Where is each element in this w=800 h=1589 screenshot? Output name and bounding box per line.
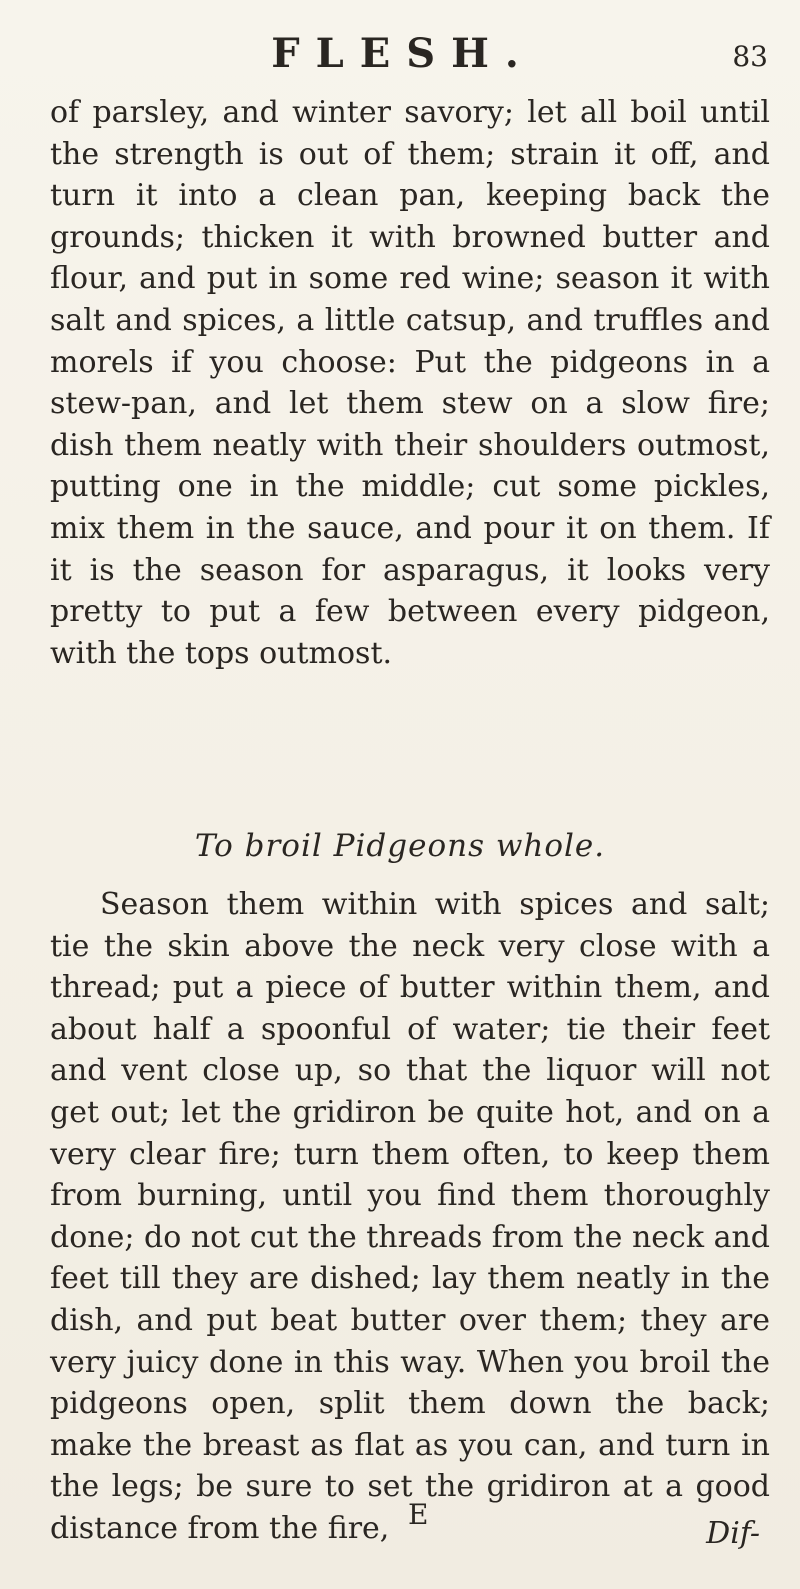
page-number: 83 xyxy=(732,40,768,73)
recipe-title: To broil Pidgeons whole. xyxy=(194,828,606,864)
signature-mark: E xyxy=(408,1498,429,1531)
recipe-paragraph: Season them within with spices and salt; tie the skin above the neck very close with a thread; put a piece of butter within them, and about half a spoonful of water; tie their feet and vent close up, so that the liquor will not get out; let the gridiron be quite hot, and on a very clear fire; turn them often, to keep them from burning, until you find them thoroughly done; do not cut the threads from the neck and feet till they are dished; lay them neatly in the dish, and put beat butter over them; they are very juicy done in this way. When you broil the pidgeons open, split them down the back; make the breast as flat as you can, and turn in the legs; be sure to set the gridiron at a good distance from the fire, xyxy=(50,887,770,1546)
recipe-continued-paragraph: of parsley, and winter savory; let all boil until the strength is out of them; strain it off, and turn it into a clean pan, keeping back the grounds; thicken it with browned butter and flour, and put in some red wine; season it with salt and spices, a little catsup, and truffles and morels if you choose: Put the pidgeons in a stew-pan, and let them stew on a slow fire; dish them neatly with their shoulders outmost, putting one in the middle; cut some pickles, mix them in the sauce, and pour it on them. If it is the season for asparagus, it looks very pretty to put a few between every pidgeon, with the tops outmost. xyxy=(50,95,770,671)
catchword: Dif- xyxy=(706,1516,760,1551)
running-title: FLESH. xyxy=(271,30,535,77)
